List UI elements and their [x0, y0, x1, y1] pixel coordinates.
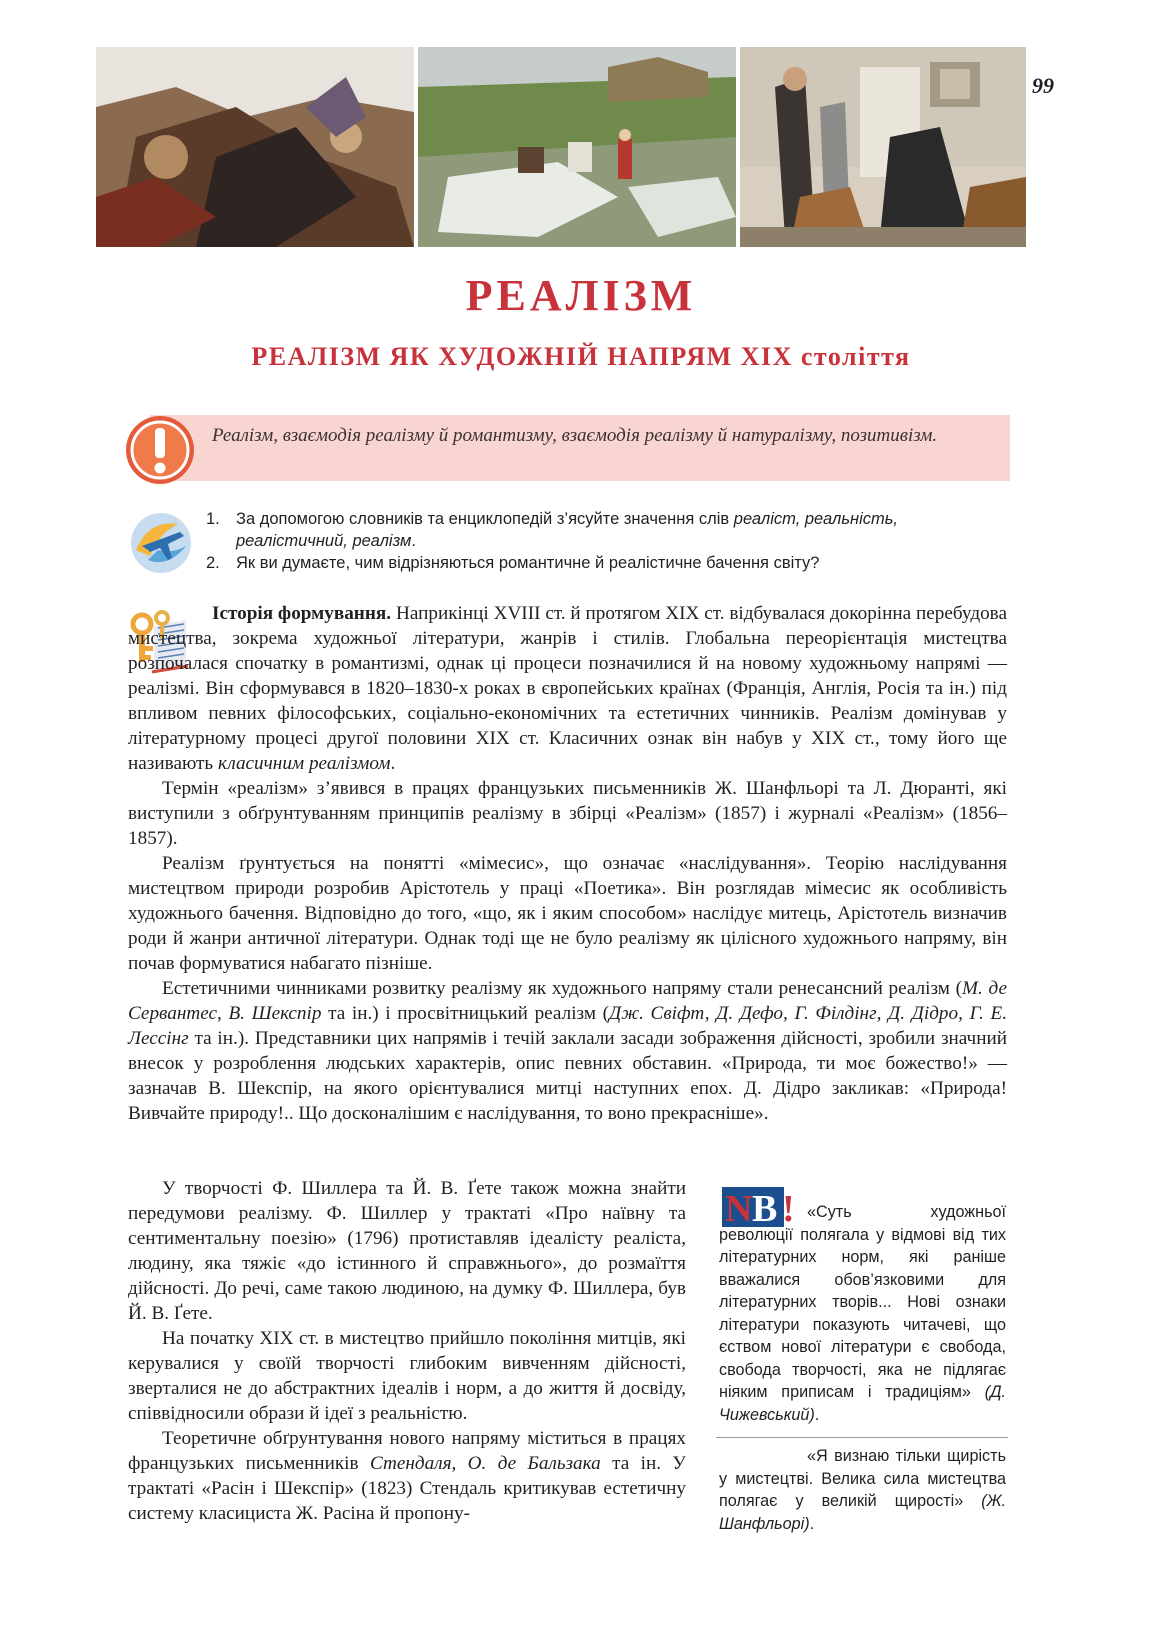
painting-unexpected-return	[740, 47, 1026, 247]
exclamation-icon	[124, 414, 196, 486]
question-item: 1. За допомогою словників та енциклопедій з’ясуйте значення слів реаліст, реальність, реалістичний, реалізм.	[206, 510, 899, 550]
question-number: 1.	[206, 510, 220, 528]
paragraph-1: Наприкінці XVIII ст. й протягом XIX ст. відбувалася докорінна перебудова мистецтва, зокрема художньої літератури, жанрів і стилів. Глобальна переорієнтація мистецтва розпочалася спочатку в романтизмі, однак ці процеси позначилися й на новому художньому напрямі — реалізмі. Він сформувався в 1820–1830-х роках в європейських країнах (Франція, Англія, Росія та ін.) під впливом певних філософських, соціально-економічних та естетичних чинників. Реалізм домінував у літературному процесі другої половини XIX ст. Класичних ознак він набув у XIX ст., тому його ще називають класичним реалізмом. Термін «реалізм» з’явився в працях французьких письменників Ж. Шанфльорі та Л. Дюранті, які виступили з обґрунтуванням принципів реалізму в збірці «Реалізм» (1857) і журналі «Реалізм» (1856–1857). Реалізм ґрунтується на понятті «мімесис», що означає «наслідування». Теорію наслідування мистецтвом природи розробив Арістотель у праці «Поетика». Він розглядав мімесис як особливість художнього бачення. Відповідно до того, «що, як і яким способом» наслідує митець, Арістотель визначив роди й жанри античної літератури. Однак тоді ще не було реалізму як цілісного художнього напряму, він почав формуватися набагато пізніше. Естетичними чинниками розвитку реалізму як художнього напряму стали ренесансний реалізм (М. де Сервантес, В. Шекспір та ін.) і просвітницький реалізм (Дж. Свіфт, Д. Дефо, Г. Філдінг, Д. Дідро, Г. Е. Лессінг та ін.). Представники цих напрямів і течій заклали засади зображення дійсності, зробили значний внесок у розроблення людських характерів, опис певних обставин. «Природа, ти моє божество!» — зазначав В. Шекспір, на якого орієнтувалися митці наступних епох. Д. Дідро закликав: «Природа! Вивчайте природу!.. Що досконалішим є наслідування, то воно прекрасніше».	[128, 603, 1008, 1124]
keywords-text: Реалізм, взаємодія реалізму й романтизму, взаємодія реалізму й натуралізму, позитивізм.	[212, 425, 938, 446]
main-text	[128, 601, 1007, 626]
questions-list	[206, 508, 1012, 574]
airplane-icon	[128, 510, 194, 576]
paragraph-7: Теоретичне обґрунтування нового напряму міститься в працях французьких письменників Стендаля, О. де Бальзака та ін. У трактаті «Расін і Шекспір» (1823) Стендаль критикував естетичну систему класициста Ж. Расіна й пропону-	[128, 1428, 686, 1524]
nb-author: (Д. Чижевський)	[719, 1383, 1006, 1424]
narrow-column	[128, 1176, 686, 1526]
divider	[716, 1437, 1008, 1438]
painting-boyaryna	[96, 47, 414, 247]
page-title: РЕАЛІЗМ	[465, 271, 697, 320]
paragraph-3: Реалізм ґрунтується на понятті «мімесис», що означає «наслідування». Теорію наслідування мистецтвом природи розробив Арістотель у праці «Поетика». Він розглядав мімесис як особливість художнього бачення. Відповідно до того, «що, як і яким способом» наслідує митець, Арістотель визначив роди й жанри античної літератури. Однак тоді ще не було реалізму як цілісного художнього напряму, він почав формуватися набагато пізніше.	[128, 853, 1007, 974]
question-number: 2.	[206, 554, 220, 572]
paragraph-2: Термін «реалізм» з’явився в працях французьких письменників Ж. Шанфльорі та Л. Дюранті, які виступили з обґрунтуванням принципів реалізму в збірці «Реалізм» (1857) і журналі «Реалізм» (1856–1857).	[128, 778, 1007, 849]
paragraph-history: Історія формування.	[212, 603, 392, 624]
paragraph-6: На початку XIX ст. в мистецтво прийшло покоління митців, які керувалися у своїй творчості глибоким вивченням дійсності, зверталися не до абстрактних ідеалів і норм, а до життя й досвіду, співвідносили образи й ідеї з реальністю.	[128, 1328, 686, 1424]
page-number: 99	[1032, 73, 1054, 98]
painting-village	[418, 47, 736, 247]
svg-text:N: N	[725, 1188, 753, 1227]
paragraph-5: У творчості Ф. Шиллера та Й. В. Ґете також можна знайти передумови реалізму. Ф. Шиллер у трактаті «Про наївну та сентиментальну поезію» (1796) протиставляв ідеалісту реаліста, людину, яка тяжіє «до істинного й справжнього», до розмаїття дійсності. До речі, саме такою людиною, на думку Ф. Шиллера, був Й. В. Ґете.	[128, 1178, 686, 1324]
svg-text:!: !	[782, 1188, 795, 1227]
section-subtitle: РЕАЛІЗМ ЯК ХУДОЖНІЙ НАПРЯМ XIX століття	[251, 342, 911, 371]
nb-quote: «Суть художньої революції полягала у відмові від тих літературних норм, які раніше вважалися обов’язковими для літературних творів... Нові ознаки літератури показують читачеві, що єством нової літератури є свобода, свобода творчості, яка не підлягає ніяким приписам і традиціям» (Д. Чижевський).	[719, 1203, 1006, 1424]
quote-champfleury: «Я визнаю тільки щирість у мистецтві. Велика сила мистецтва полягає у великій щирості» (Ж. Шанфльорі).	[719, 1447, 1006, 1533]
quote-author: (Ж. Шанфльорі)	[719, 1492, 1006, 1533]
paragraph-4: Естетичними чинниками розвитку реалізму як художнього напряму стали ренесансний реалізм (М. де Сервантес, В. Шекспір та ін.) і просвітницький реалізм (Дж. Свіфт, Д. Дефо, Г. Філдінг, Д. Дідро, Г. Е. Лессінг та ін.). Представники цих напрямів і течій заклали засади зображення дійсності, зробили значний внесок у розроблення людських характерів, опис певних обставин. «Природа, ти моє божество!» — зазначав В. Шекспір, на якого орієнтувалися митці наступних епох. Д. Дідро закликав: «Природа! Вивчайте природу!.. Що досконалішим є наслідування, то воно прекрасніше».	[128, 978, 1008, 1124]
svg-text:B: B	[752, 1188, 778, 1227]
question-item: 2. Як ви думаєте, чим відрізняються романтичне й реалістичне бачення світу?	[206, 554, 820, 572]
